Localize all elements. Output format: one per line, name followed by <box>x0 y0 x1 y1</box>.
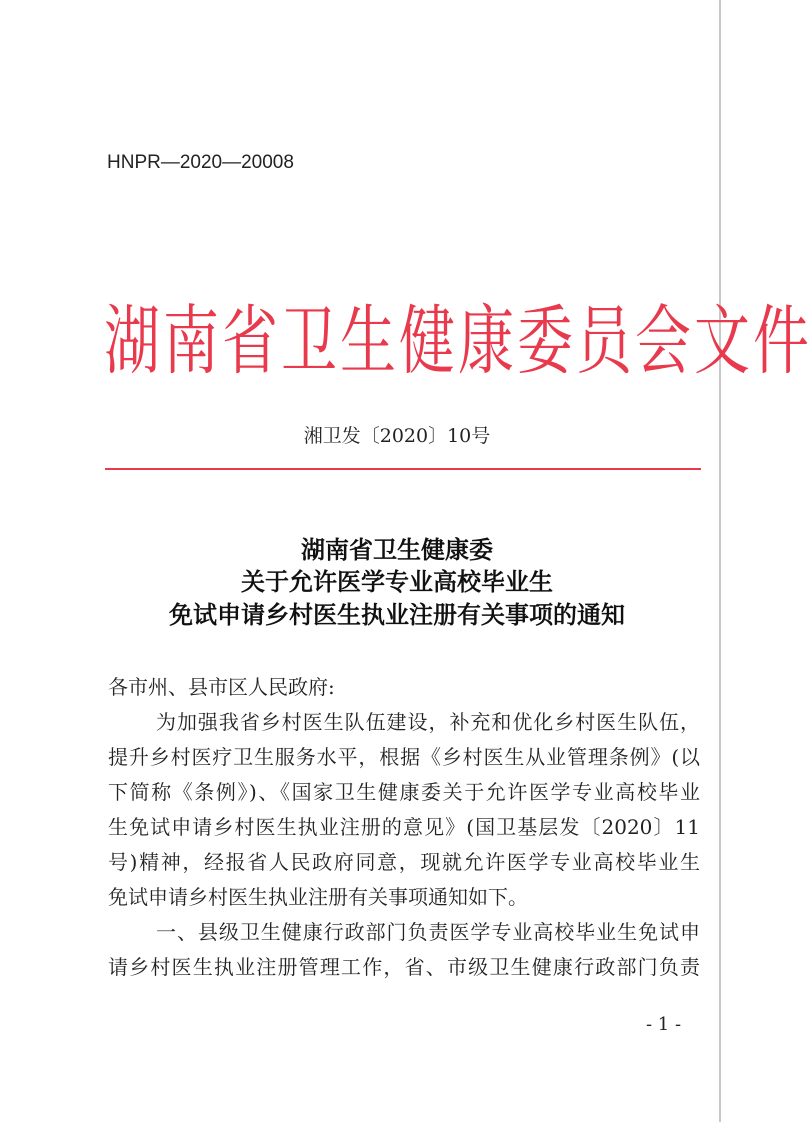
document-code: HNPR—2020—20008 <box>107 152 294 173</box>
issuer-title-char: 南 <box>163 298 222 386</box>
issuer-title-char: 件 <box>753 298 812 386</box>
body-line: 请乡村医生执业注册管理工作，省、市级卫生健康行政部门负责 <box>108 955 700 979</box>
issuer-title-char: 委 <box>517 298 576 386</box>
issuer-title-char: 健 <box>399 298 458 386</box>
issuer-title-char: 生 <box>340 298 399 386</box>
issuer-title-char: 员 <box>576 298 635 386</box>
issuer-title-char: 省 <box>222 298 281 386</box>
issuer-title-char: 康 <box>458 298 517 386</box>
document-number: 湘卫发〔2020〕10号 <box>303 425 491 447</box>
heading-line-3: 免试申请乡村医生执业注册有关事项的通知 <box>169 600 625 629</box>
body-line: 号)精神，经报省人民政府同意，现就允许医学专业高校毕业生 <box>108 850 700 874</box>
issuer-title-char: 卫 <box>281 298 340 386</box>
issuer-title-char: 湖 <box>104 298 163 386</box>
body-line: 下简称《条例》)、《国家卫生健康委关于允许医学专业高校毕业 <box>108 780 700 804</box>
issuer-title-char: 会 <box>635 298 694 386</box>
body-line: 提升乡村医疗卫生服务水平，根据《乡村医生从业管理条例》(以 <box>108 745 700 769</box>
body-line: 免试申请乡村医生执业注册有关事项通知如下。 <box>108 885 528 909</box>
heading-line-1: 湖南省卫生健康委 <box>301 535 493 564</box>
red-divider <box>105 468 701 470</box>
issuer-title-char: 文 <box>694 298 753 386</box>
addressee: 各市州、县市区人民政府: <box>108 675 335 699</box>
page-number: - 1 - <box>646 1014 682 1035</box>
issuer-title <box>104 282 812 390</box>
body-line: 一、县级卫生健康行政部门负责医学专业高校毕业生免试申 <box>156 920 700 944</box>
body-line: 生免试申请乡村医生执业注册的意见》(国卫基层发〔2020〕11 <box>108 815 700 839</box>
heading-line-2: 关于允许医学专业高校毕业生 <box>241 567 553 596</box>
body-line: 为加强我省乡村医生队伍建设，补充和优化乡村医生队伍， <box>156 710 700 734</box>
